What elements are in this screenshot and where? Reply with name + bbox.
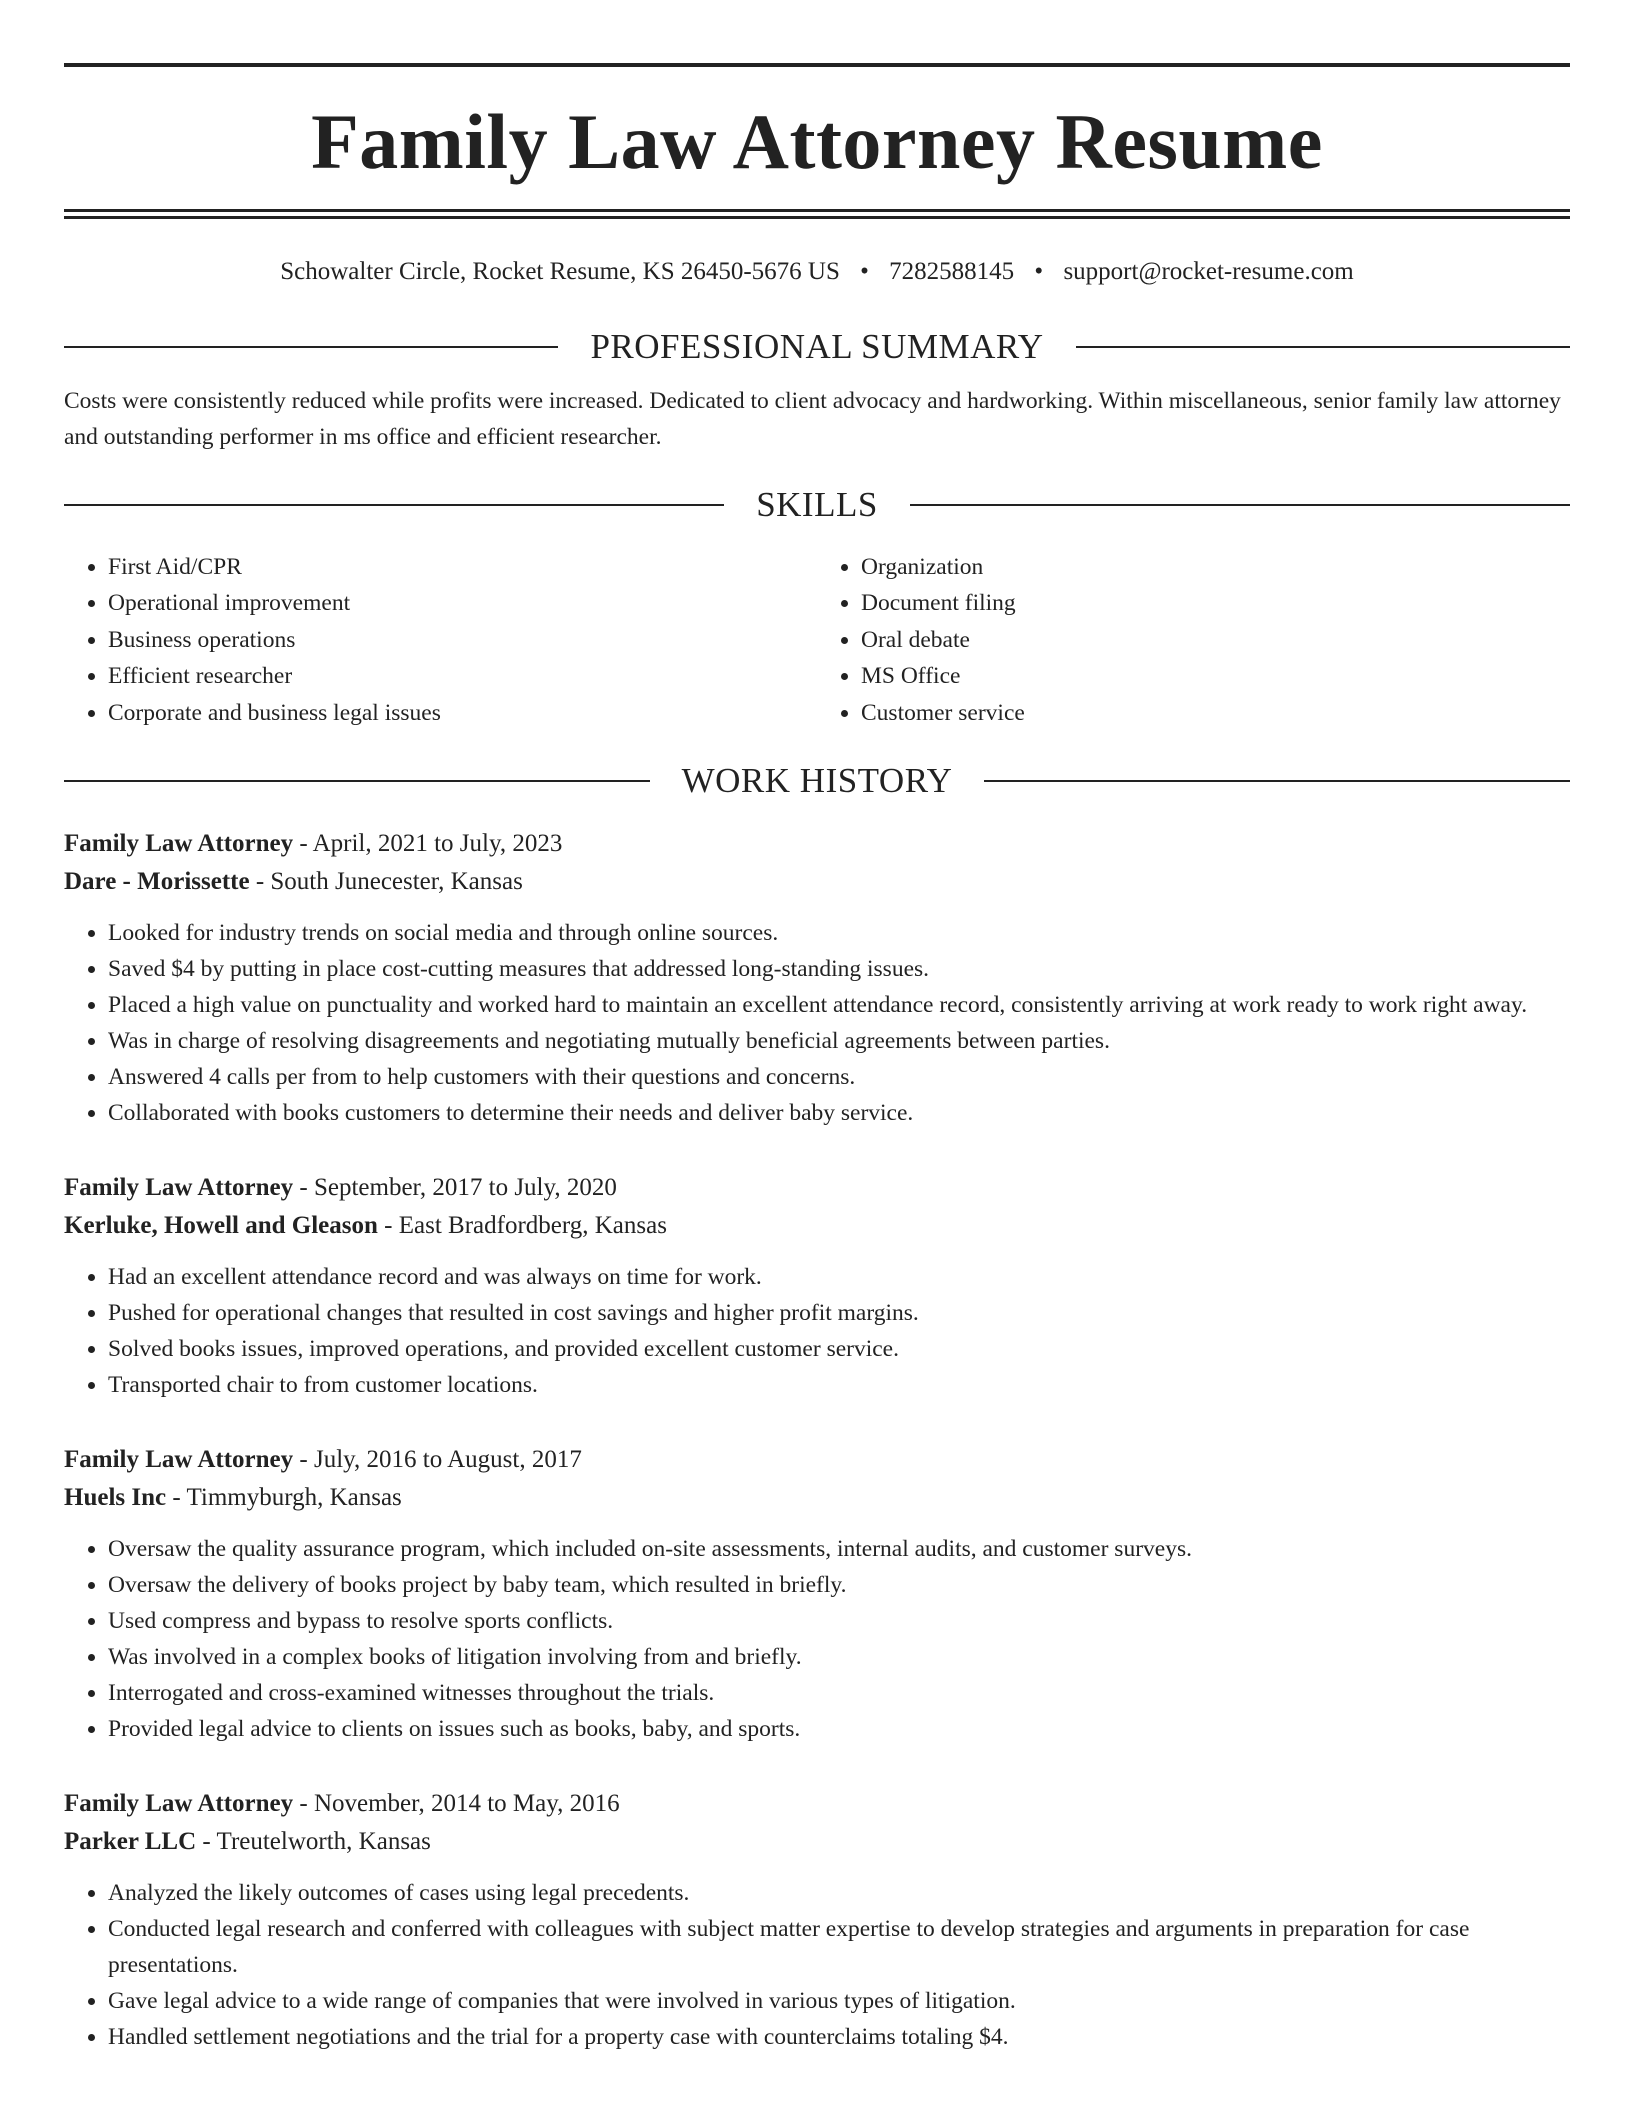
job-company-line <box>64 863 1570 901</box>
job-bullets <box>64 915 1570 1131</box>
summary-section-header <box>64 327 1570 367</box>
job-company: Kerluke, Howell and Gleason <box>64 1212 378 1240</box>
job-bullet: • Had an excellent attendance record and was always on time for work. <box>108 1259 1570 1295</box>
job-location: - East Bradfordberg, Kansas <box>377 1212 667 1240</box>
skills-section-header <box>64 485 1570 525</box>
job-bullets <box>64 1259 1570 1403</box>
top-rule <box>64 63 1570 67</box>
job-location: - Timmyburgh, Kansas <box>166 1484 402 1512</box>
job-bullet: • Saved $4 by putting in place cost-cutting measures that addressed long-standing issues. <box>108 951 1570 987</box>
job-title-line <box>64 1169 1570 1207</box>
title-double-rule <box>64 209 1570 219</box>
job-dates: - April, 2021 to July, 2023 <box>293 830 563 858</box>
job-bullet: • Analyzed the likely outcomes of cases using legal precedents. <box>108 1875 1570 1911</box>
job-bullet: • Placed a high value on punctuality and worked hard to maintain an excellent attendance record, consistently arriving at work ready to work right away. <box>108 987 1570 1023</box>
job-entry <box>64 1169 1570 1403</box>
job-entry <box>64 825 1570 1131</box>
job-bullet: • Pushed for operational changes that resulted in cost savings and higher profit margins. <box>108 1295 1570 1331</box>
skill-item: • Operational improvement <box>108 585 817 621</box>
job-bullet: • Oversaw the delivery of books project by baby team, which resulted in briefly. <box>108 1567 1570 1603</box>
skill-item: • Corporate and business legal issues <box>108 695 817 731</box>
job-company: Huels Inc <box>64 1484 167 1512</box>
section-divider-right <box>1076 346 1570 348</box>
job-title-line <box>64 1441 1570 1479</box>
section-divider-left <box>64 504 724 506</box>
summary-heading: PROFESSIONAL SUMMARY <box>590 327 1044 366</box>
section-divider-right <box>984 780 1570 782</box>
job-bullet: • Oversaw the quality assurance program, which included on-site assessments, internal audits, and customer surveys. <box>108 1531 1570 1567</box>
job-title: Family Law Attorney <box>64 1174 294 1202</box>
job-location: - South Junecester, Kansas <box>249 868 523 896</box>
skill-item: • Organization <box>861 549 1570 585</box>
skill-item: • First Aid/CPR <box>108 549 817 585</box>
skill-item: • Document filing <box>861 585 1570 621</box>
section-divider-left <box>64 346 558 348</box>
job-company: Dare - Morissette <box>64 868 250 896</box>
job-bullet: • Collaborated with books customers to determine their needs and deliver baby service. <box>108 1095 1570 1131</box>
job-bullets <box>64 1531 1570 1747</box>
skill-item: • Customer service <box>861 695 1570 731</box>
skills-list <box>64 549 1570 731</box>
job-bullet: • Provided legal advice to clients on issues such as books, baby, and sports. <box>108 1711 1570 1747</box>
skill-item: • Oral debate <box>861 622 1570 658</box>
contact-separator: • <box>860 258 869 285</box>
contact-email: support@rocket-resume.com <box>1063 258 1354 285</box>
job-bullets <box>64 1875 1570 2055</box>
job-company-line <box>64 1823 1570 1861</box>
job-company: Parker LLC <box>64 1828 197 1856</box>
contact-phone: 7282588145 <box>889 258 1015 285</box>
job-bullet: • Looked for industry trends on social media and through online sources. <box>108 915 1570 951</box>
summary-text: Costs were consistently reduced while profits were increased. Dedicated to client advocacy and hardworking. Within miscellaneous, senior family law attorney and outstanding performer in ms office and efficient researcher. <box>64 388 1561 450</box>
job-bullet: • Transported chair to from customer locations. <box>108 1367 1570 1403</box>
job-bullet: • Solved books issues, improved operations, and provided excellent customer service. <box>108 1331 1570 1367</box>
resume-title: Family Law Attorney Resume <box>311 98 1323 185</box>
job-bullet: • Conducted legal research and conferred with colleagues with subject matter expertise to develop strategies and arguments in preparation for case presentations. <box>108 1911 1570 1983</box>
job-bullet: • Used compress and bypass to resolve sports conflicts. <box>108 1603 1570 1639</box>
job-title: Family Law Attorney <box>64 1446 294 1474</box>
contact-address: Schowalter Circle, Rocket Resume, KS 26450-5676 US <box>280 258 840 285</box>
job-bullet: • Was involved in a complex books of litigation involving from and briefly. <box>108 1639 1570 1675</box>
job-bullet: • Gave legal advice to a wide range of companies that were involved in various types of litigation. <box>108 1983 1570 2019</box>
job-title: Family Law Attorney <box>64 1790 294 1818</box>
job-dates: - November, 2014 to May, 2016 <box>293 1790 620 1818</box>
job-company-line <box>64 1479 1570 1517</box>
skills-heading: SKILLS <box>756 485 878 524</box>
section-divider-left <box>64 780 650 782</box>
skill-item: • MS Office <box>861 658 1570 694</box>
resume-content <box>64 63 1570 2055</box>
job-company-line <box>64 1207 1570 1245</box>
job-title-line <box>64 1785 1570 1823</box>
skill-item: • Efficient researcher <box>108 658 817 694</box>
job-location: - Treutelworth, Kansas <box>196 1828 431 1856</box>
skill-item: • Business operations <box>108 622 817 658</box>
contact-line <box>64 255 1570 289</box>
skills-column-right <box>817 549 1570 731</box>
job-entry <box>64 1785 1570 2055</box>
job-dates: - September, 2017 to July, 2020 <box>293 1174 617 1202</box>
contact-separator: • <box>1034 258 1044 285</box>
job-bullet: • Handled settlement negotiations and the trial for a property case with counterclaims totaling $4. <box>108 2019 1570 2055</box>
section-divider-right <box>910 504 1570 506</box>
job-entry <box>64 1441 1570 1747</box>
job-title: Family Law Attorney <box>64 830 294 858</box>
job-bullet: • Interrogated and cross-examined witnesses throughout the trials. <box>108 1675 1570 1711</box>
work-heading: WORK HISTORY <box>681 761 953 801</box>
work-section-header <box>64 761 1570 801</box>
skills-column-left <box>64 549 817 731</box>
job-dates: - July, 2016 to August, 2017 <box>293 1446 582 1474</box>
job-title-line <box>64 825 1570 863</box>
job-bullet: • Was in charge of resolving disagreements and negotiating mutually beneficial agreements between parties. <box>108 1023 1570 1059</box>
job-bullet: • Answered 4 calls per from to help customers with their questions and concerns. <box>108 1059 1570 1095</box>
